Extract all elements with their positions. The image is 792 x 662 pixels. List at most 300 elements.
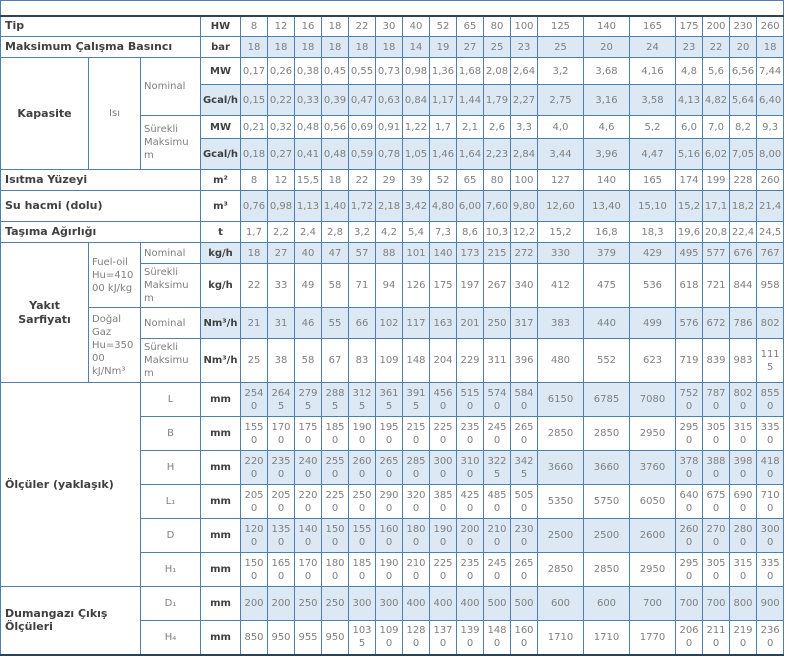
flue-h4-value-40: 1280 <box>403 621 430 655</box>
transport-weight-value-100: 12,2 <box>511 222 538 243</box>
natgas-continuous-value-80: 311 <box>484 339 511 383</box>
dim-h1-value-22: 1850 <box>349 553 376 587</box>
dim-h1-value-140: 2850 <box>584 553 630 587</box>
fueloil-nominal-value-260: 767 <box>757 243 784 264</box>
capacity-nominal-mw-value-30: 0,73 <box>376 58 403 85</box>
dim-l1-value-40: 3200 <box>403 485 430 519</box>
dim-l-value-200: 7870 <box>703 383 730 417</box>
max-working-pressure-value-30: 18 <box>376 37 403 58</box>
transport-weight-label-0: Taşıma Ağırlığı <box>1 222 201 243</box>
capacity-continuous-gcalh-value-52: 1,46 <box>430 139 457 170</box>
dim-l1-value-12: 2050 <box>268 485 295 519</box>
column-header-100: 100 <box>511 16 538 37</box>
transport-weight-row <box>1 222 784 243</box>
flue-h4-value-12: 950 <box>268 621 295 655</box>
heating-surface-unit: m² <box>201 170 241 191</box>
dim-h-value-125: 3660 <box>538 451 584 485</box>
capacity-nominal-mw-label-2: Nominal <box>141 58 201 116</box>
dim-l-value-140: 6785 <box>584 383 630 417</box>
water-volume-value-125: 12,60 <box>538 191 584 222</box>
natgas-continuous-value-200: 839 <box>703 339 730 383</box>
capacity-continuous-mw-value-52: 1,7 <box>430 116 457 139</box>
dim-h1-value-260: 3350 <box>757 553 784 587</box>
natgas-nominal-value-40: 117 <box>403 308 430 339</box>
dim-l1-value-100: 5050 <box>511 485 538 519</box>
capacity-continuous-mw-value-16: 0,48 <box>295 116 322 139</box>
flue-d1-value-65: 400 <box>457 587 484 621</box>
heating-surface-value-65: 65 <box>457 170 484 191</box>
column-header-175: 175 <box>676 16 703 37</box>
capacity-nominal-mw-row <box>1 58 784 85</box>
transport-weight-value-30: 4,2 <box>376 222 403 243</box>
dim-d-unit: mm <box>201 519 241 553</box>
dim-b-value-52: 2250 <box>430 417 457 451</box>
max-working-pressure-value-165: 24 <box>630 37 676 58</box>
column-header-165: 165 <box>630 16 676 37</box>
flue-d1-value-30: 300 <box>376 587 403 621</box>
flue-h4-value-200: 2110 <box>703 621 730 655</box>
dim-b-value-230: 3150 <box>730 417 757 451</box>
max-working-pressure-value-230: 20 <box>730 37 757 58</box>
fueloil-continuous-value-230: 844 <box>730 264 757 308</box>
spec-table-body <box>1 1 784 655</box>
dim-l1-value-260: 7100 <box>757 485 784 519</box>
capacity-continuous-gcalh-value-80: 2,23 <box>484 139 511 170</box>
capacity-continuous-gcalh-value-22: 0,59 <box>349 139 376 170</box>
capacity-continuous-gcalh-value-40: 1,05 <box>403 139 430 170</box>
capacity-continuous-mw-label-0: Sürekli Maksimum <box>141 116 201 170</box>
dim-h1-value-230: 3150 <box>730 553 757 587</box>
capacity-nominal-gcalh-value-230: 5,64 <box>730 85 757 116</box>
dim-l-value-22: 3125 <box>349 383 376 417</box>
water-volume-value-80: 7,60 <box>484 191 511 222</box>
transport-weight-value-125: 15,2 <box>538 222 584 243</box>
fueloil-continuous-label-0: Sürekli Maksimum <box>141 264 201 308</box>
natgas-nominal-value-260: 802 <box>757 308 784 339</box>
natgas-nominal-value-65: 201 <box>457 308 484 339</box>
max-working-pressure-label-0: Maksimum Çalışma Basıncı <box>1 37 201 58</box>
flue-h4-label-0: H₄ <box>141 621 201 655</box>
fueloil-nominal-value-8: 18 <box>241 243 268 264</box>
column-header-140: 140 <box>584 16 630 37</box>
dim-b-value-80: 2450 <box>484 417 511 451</box>
dim-l1-value-16: 2200 <box>295 485 322 519</box>
dim-b-value-140: 2850 <box>584 417 630 451</box>
natgas-continuous-value-12: 38 <box>268 339 295 383</box>
natgas-nominal-value-8: 21 <box>241 308 268 339</box>
dim-h-value-40: 2850 <box>403 451 430 485</box>
dim-l1-value-8: 2050 <box>241 485 268 519</box>
dim-l-value-65: 5150 <box>457 383 484 417</box>
flue-h4-value-8: 850 <box>241 621 268 655</box>
flue-h4-unit: mm <box>201 621 241 655</box>
column-header-200: 200 <box>703 16 730 37</box>
capacity-continuous-gcalh-value-12: 0,27 <box>268 139 295 170</box>
dim-l-label-0: Ölçüler (yaklaşık) <box>1 383 141 587</box>
water-volume-value-100: 9,80 <box>511 191 538 222</box>
natgas-nominal-value-175: 576 <box>676 308 703 339</box>
natgas-nominal-value-200: 672 <box>703 308 730 339</box>
natgas-nominal-value-52: 163 <box>430 308 457 339</box>
water-volume-value-230: 18,2 <box>730 191 757 222</box>
heating-surface-value-80: 80 <box>484 170 511 191</box>
water-volume-value-30: 2,18 <box>376 191 403 222</box>
capacity-nominal-gcalh-value-40: 0,84 <box>403 85 430 116</box>
natgas-continuous-value-260: 1115 <box>757 339 784 383</box>
capacity-nominal-mw-value-22: 0,55 <box>349 58 376 85</box>
capacity-continuous-gcalh-value-16: 0,41 <box>295 139 322 170</box>
capacity-nominal-gcalh-value-30: 0,63 <box>376 85 403 116</box>
flue-d1-value-40: 400 <box>403 587 430 621</box>
capacity-nominal-mw-value-200: 5,6 <box>703 58 730 85</box>
column-header-12: 12 <box>268 16 295 37</box>
dim-h1-value-8: 1500 <box>241 553 268 587</box>
dim-h-value-80: 3225 <box>484 451 511 485</box>
natgas-nominal-value-165: 499 <box>630 308 676 339</box>
dim-l-value-80: 5740 <box>484 383 511 417</box>
dim-d-value-125: 2500 <box>538 519 584 553</box>
dim-l-value-40: 3915 <box>403 383 430 417</box>
fueloil-continuous-value-40: 126 <box>403 264 430 308</box>
capacity-nominal-mw-value-260: 7,44 <box>757 58 784 85</box>
flue-d1-value-100: 500 <box>511 587 538 621</box>
dim-h1-value-30: 1900 <box>376 553 403 587</box>
heating-surface-value-140: 140 <box>584 170 630 191</box>
capacity-continuous-mw-value-40: 1,22 <box>403 116 430 139</box>
natgas-continuous-value-230: 983 <box>730 339 757 383</box>
flue-d1-value-260: 900 <box>757 587 784 621</box>
dim-h1-label-0: H₁ <box>141 553 201 587</box>
dim-h-value-8: 2200 <box>241 451 268 485</box>
capacity-nominal-mw-value-65: 1,68 <box>457 58 484 85</box>
heating-surface-value-125: 127 <box>538 170 584 191</box>
dim-h-value-230: 3980 <box>730 451 757 485</box>
column-header-230: 230 <box>730 16 757 37</box>
heating-surface-value-18: 18 <box>322 170 349 191</box>
natgas-nominal-label-0: Doğal Gaz Hu=35000 kJ/Nm³ <box>89 308 141 383</box>
fueloil-continuous-unit: kg/h <box>201 264 241 308</box>
natgas-nominal-value-16: 46 <box>295 308 322 339</box>
flue-d1-value-12: 200 <box>268 587 295 621</box>
transport-weight-value-80: 10,3 <box>484 222 511 243</box>
column-header-65: 65 <box>457 16 484 37</box>
dim-l1-value-140: 5750 <box>584 485 630 519</box>
capacity-continuous-mw-value-65: 2,1 <box>457 116 484 139</box>
dim-h-label-0: H <box>141 451 201 485</box>
max-working-pressure-value-175: 23 <box>676 37 703 58</box>
dim-h-value-22: 2600 <box>349 451 376 485</box>
fueloil-continuous-value-80: 267 <box>484 264 511 308</box>
flue-d1-value-200: 700 <box>703 587 730 621</box>
dim-d-value-140: 2500 <box>584 519 630 553</box>
capacity-continuous-gcalh-value-200: 6,02 <box>703 139 730 170</box>
dim-l-value-30: 3615 <box>376 383 403 417</box>
heating-surface-value-165: 165 <box>630 170 676 191</box>
transport-weight-value-22: 3,2 <box>349 222 376 243</box>
capacity-nominal-gcalh-value-140: 3,16 <box>584 85 630 116</box>
flue-d1-value-18: 250 <box>322 587 349 621</box>
dim-h1-unit: mm <box>201 553 241 587</box>
natgas-nominal-value-100: 317 <box>511 308 538 339</box>
water-volume-value-40: 3,42 <box>403 191 430 222</box>
dim-l1-value-230: 6900 <box>730 485 757 519</box>
water-volume-value-65: 6,00 <box>457 191 484 222</box>
natgas-continuous-value-16: 58 <box>295 339 322 383</box>
water-volume-unit: m³ <box>201 191 241 222</box>
column-header-22: 22 <box>349 16 376 37</box>
dim-l1-value-52: 3850 <box>430 485 457 519</box>
capacity-nominal-mw-value-100: 2,64 <box>511 58 538 85</box>
fueloil-nominal-value-22: 57 <box>349 243 376 264</box>
flue-h4-value-165: 1770 <box>630 621 676 655</box>
capacity-nominal-gcalh-value-22: 0,47 <box>349 85 376 116</box>
water-volume-value-12: 0,98 <box>268 191 295 222</box>
natgas-nominal-value-230: 786 <box>730 308 757 339</box>
dim-h1-value-175: 2950 <box>676 553 703 587</box>
fueloil-nominal-row <box>1 243 784 264</box>
column-header-8: 8 <box>241 16 268 37</box>
fueloil-continuous-value-12: 33 <box>268 264 295 308</box>
capacity-continuous-gcalh-value-18: 0,48 <box>322 139 349 170</box>
fueloil-nominal-value-80: 215 <box>484 243 511 264</box>
fueloil-nominal-value-165: 429 <box>630 243 676 264</box>
dim-d-value-260: 3000 <box>757 519 784 553</box>
capacity-continuous-mw-value-22: 0,69 <box>349 116 376 139</box>
max-working-pressure-value-125: 25 <box>538 37 584 58</box>
heating-surface-row <box>1 170 784 191</box>
capacity-nominal-mw-value-18: 0,45 <box>322 58 349 85</box>
dim-d-value-52: 1900 <box>430 519 457 553</box>
dim-l1-value-200: 6750 <box>703 485 730 519</box>
natgas-continuous-value-65: 229 <box>457 339 484 383</box>
dim-d-value-8: 1200 <box>241 519 268 553</box>
fueloil-continuous-value-52: 175 <box>430 264 457 308</box>
dim-b-value-8: 1550 <box>241 417 268 451</box>
natgas-continuous-value-52: 204 <box>430 339 457 383</box>
flue-d1-value-165: 700 <box>630 587 676 621</box>
dim-d-value-18: 1500 <box>322 519 349 553</box>
heating-surface-value-52: 52 <box>430 170 457 191</box>
capacity-nominal-mw-label-1: Isı <box>89 58 141 170</box>
fueloil-nominal-value-40: 101 <box>403 243 430 264</box>
max-working-pressure-row <box>1 37 784 58</box>
tip-label: Tip <box>1 16 201 37</box>
dim-h-value-175: 3780 <box>676 451 703 485</box>
column-header-18: 18 <box>322 16 349 37</box>
water-volume-value-22: 1,72 <box>349 191 376 222</box>
fueloil-nominal-value-200: 577 <box>703 243 730 264</box>
capacity-continuous-mw-value-175: 6,0 <box>676 116 703 139</box>
natgas-continuous-value-140: 552 <box>584 339 630 383</box>
capacity-continuous-gcalh-value-260: 8,00 <box>757 139 784 170</box>
fueloil-continuous-value-30: 94 <box>376 264 403 308</box>
transport-weight-value-260: 24,5 <box>757 222 784 243</box>
max-working-pressure-value-12: 18 <box>268 37 295 58</box>
flue-d1-unit: mm <box>201 587 241 621</box>
natgas-nominal-unit: Nm³/h <box>201 308 241 339</box>
fueloil-continuous-value-100: 340 <box>511 264 538 308</box>
capacity-continuous-gcalh-value-230: 7,05 <box>730 139 757 170</box>
dim-b-value-125: 2850 <box>538 417 584 451</box>
natgas-continuous-value-8: 25 <box>241 339 268 383</box>
dim-b-value-175: 2950 <box>676 417 703 451</box>
capacity-nominal-gcalh-value-12: 0,22 <box>268 85 295 116</box>
capacity-nominal-gcalh-value-16: 0,33 <box>295 85 322 116</box>
transport-weight-value-140: 16,8 <box>584 222 630 243</box>
fueloil-continuous-value-200: 721 <box>703 264 730 308</box>
capacity-continuous-gcalh-value-8: 0,18 <box>241 139 268 170</box>
capacity-nominal-mw-value-80: 2,08 <box>484 58 511 85</box>
capacity-continuous-gcalh-value-65: 1,64 <box>457 139 484 170</box>
transport-weight-value-175: 19,6 <box>676 222 703 243</box>
flue-h4-value-125: 1710 <box>538 621 584 655</box>
dim-h-unit: mm <box>201 451 241 485</box>
capacity-continuous-mw-value-30: 0,91 <box>376 116 403 139</box>
fueloil-continuous-value-175: 618 <box>676 264 703 308</box>
spacer-row <box>1 1 784 16</box>
capacity-continuous-mw-value-200: 7,0 <box>703 116 730 139</box>
water-volume-value-52: 4,80 <box>430 191 457 222</box>
natgas-nominal-value-18: 55 <box>322 308 349 339</box>
capacity-nominal-gcalh-value-52: 1,17 <box>430 85 457 116</box>
heating-surface-value-230: 228 <box>730 170 757 191</box>
dim-h-value-140: 3660 <box>584 451 630 485</box>
heating-surface-value-260: 260 <box>757 170 784 191</box>
capacity-nominal-gcalh-value-100: 2,27 <box>511 85 538 116</box>
natgas-continuous-value-22: 83 <box>349 339 376 383</box>
fueloil-continuous-value-260: 958 <box>757 264 784 308</box>
dim-l-value-12: 2645 <box>268 383 295 417</box>
capacity-nominal-gcalh-value-18: 0,39 <box>322 85 349 116</box>
dim-b-value-260: 3350 <box>757 417 784 451</box>
dim-d-value-16: 1400 <box>295 519 322 553</box>
dim-l1-unit: mm <box>201 485 241 519</box>
dim-d-value-230: 2800 <box>730 519 757 553</box>
dim-d-value-22: 1550 <box>349 519 376 553</box>
dim-d-value-30: 1600 <box>376 519 403 553</box>
natgas-continuous-value-100: 396 <box>511 339 538 383</box>
dim-h1-value-40: 2100 <box>403 553 430 587</box>
max-working-pressure-value-200: 22 <box>703 37 730 58</box>
water-volume-label-0: Su hacmi (dolu) <box>1 191 201 222</box>
max-working-pressure-value-80: 25 <box>484 37 511 58</box>
natgas-nominal-value-140: 440 <box>584 308 630 339</box>
fueloil-nominal-value-125: 330 <box>538 243 584 264</box>
dim-d-value-40: 1800 <box>403 519 430 553</box>
dim-d-value-100: 2300 <box>511 519 538 553</box>
natgas-nominal-label-1: Nominal <box>141 308 201 339</box>
capacity-continuous-mw-value-125: 4,0 <box>538 116 584 139</box>
fueloil-nominal-label-1: Fuel-oil Hu=41000 kJ/kg <box>89 243 141 308</box>
dim-h-value-200: 3880 <box>703 451 730 485</box>
dim-l-value-8: 2540 <box>241 383 268 417</box>
dim-h-value-260: 4180 <box>757 451 784 485</box>
natgas-continuous-label-0: Sürekli Maksimum <box>141 339 201 383</box>
transport-weight-value-165: 18,3 <box>630 222 676 243</box>
max-working-pressure-value-16: 18 <box>295 37 322 58</box>
capacity-nominal-mw-value-165: 4,16 <box>630 58 676 85</box>
capacity-nominal-gcalh-value-165: 3,58 <box>630 85 676 116</box>
flue-d1-row <box>1 587 784 621</box>
header-row <box>1 16 784 37</box>
heating-surface-value-175: 174 <box>676 170 703 191</box>
dim-h-value-100: 3425 <box>511 451 538 485</box>
fueloil-continuous-value-165: 536 <box>630 264 676 308</box>
flue-d1-value-80: 500 <box>484 587 511 621</box>
max-working-pressure-value-18: 18 <box>322 37 349 58</box>
capacity-continuous-gcalh-unit: Gcal/h <box>201 139 241 170</box>
capacity-nominal-gcalh-value-175: 4,13 <box>676 85 703 116</box>
dim-h1-value-16: 1700 <box>295 553 322 587</box>
water-volume-value-200: 17,1 <box>703 191 730 222</box>
max-working-pressure-value-22: 18 <box>349 37 376 58</box>
natgas-nominal-value-22: 66 <box>349 308 376 339</box>
capacity-nominal-mw-value-40: 0,98 <box>403 58 430 85</box>
heating-surface-label-0: Isıtma Yüzeyi <box>1 170 201 191</box>
flue-d1-value-140: 600 <box>584 587 630 621</box>
dim-l-value-100: 5840 <box>511 383 538 417</box>
heating-surface-value-16: 15,5 <box>295 170 322 191</box>
dim-h1-value-12: 1650 <box>268 553 295 587</box>
dim-d-value-80: 2100 <box>484 519 511 553</box>
dim-d-value-12: 1350 <box>268 519 295 553</box>
dim-b-value-40: 2150 <box>403 417 430 451</box>
dim-l1-value-18: 2250 <box>322 485 349 519</box>
capacity-nominal-gcalh-value-200: 4,82 <box>703 85 730 116</box>
fueloil-continuous-value-8: 22 <box>241 264 268 308</box>
capacity-continuous-gcalh-value-30: 0,78 <box>376 139 403 170</box>
dim-b-value-12: 1700 <box>268 417 295 451</box>
transport-weight-value-18: 2,8 <box>322 222 349 243</box>
dim-h1-value-80: 2450 <box>484 553 511 587</box>
capacity-nominal-gcalh-value-260: 6,40 <box>757 85 784 116</box>
fueloil-continuous-value-16: 49 <box>295 264 322 308</box>
water-volume-value-175: 15,2 <box>676 191 703 222</box>
natgas-nominal-row <box>1 308 784 339</box>
flue-h4-value-52: 1370 <box>430 621 457 655</box>
dim-h-value-165: 3760 <box>630 451 676 485</box>
natgas-continuous-value-175: 719 <box>676 339 703 383</box>
fueloil-nominal-value-65: 173 <box>457 243 484 264</box>
fueloil-nominal-label-2: Nominal <box>141 243 201 264</box>
dim-h1-value-100: 2650 <box>511 553 538 587</box>
natgas-continuous-value-40: 148 <box>403 339 430 383</box>
dim-h1-value-165: 2950 <box>630 553 676 587</box>
capacity-continuous-mw-value-8: 0,21 <box>241 116 268 139</box>
column-header-16: 16 <box>295 16 322 37</box>
dim-h1-value-65: 2350 <box>457 553 484 587</box>
fueloil-nominal-label-0: Yakıt Sarfiyatı <box>1 243 89 383</box>
dim-l-row <box>1 383 784 417</box>
heating-surface-value-8: 8 <box>241 170 268 191</box>
dim-d-label-0: D <box>141 519 201 553</box>
flue-h4-value-18: 950 <box>322 621 349 655</box>
flue-h4-value-30: 1090 <box>376 621 403 655</box>
dim-l1-value-165: 6050 <box>630 485 676 519</box>
natgas-nominal-value-80: 250 <box>484 308 511 339</box>
column-header-80: 80 <box>484 16 511 37</box>
dim-l-unit: mm <box>201 383 241 417</box>
dim-l-value-18: 2885 <box>322 383 349 417</box>
capacity-nominal-gcalh-value-80: 1,79 <box>484 85 511 116</box>
flue-h4-value-80: 1480 <box>484 621 511 655</box>
capacity-nominal-mw-value-125: 3,2 <box>538 58 584 85</box>
dim-h1-value-200: 3050 <box>703 553 730 587</box>
flue-h4-value-16: 955 <box>295 621 322 655</box>
dim-l1-value-65: 4250 <box>457 485 484 519</box>
heating-surface-value-200: 199 <box>703 170 730 191</box>
flue-d1-value-22: 300 <box>349 587 376 621</box>
